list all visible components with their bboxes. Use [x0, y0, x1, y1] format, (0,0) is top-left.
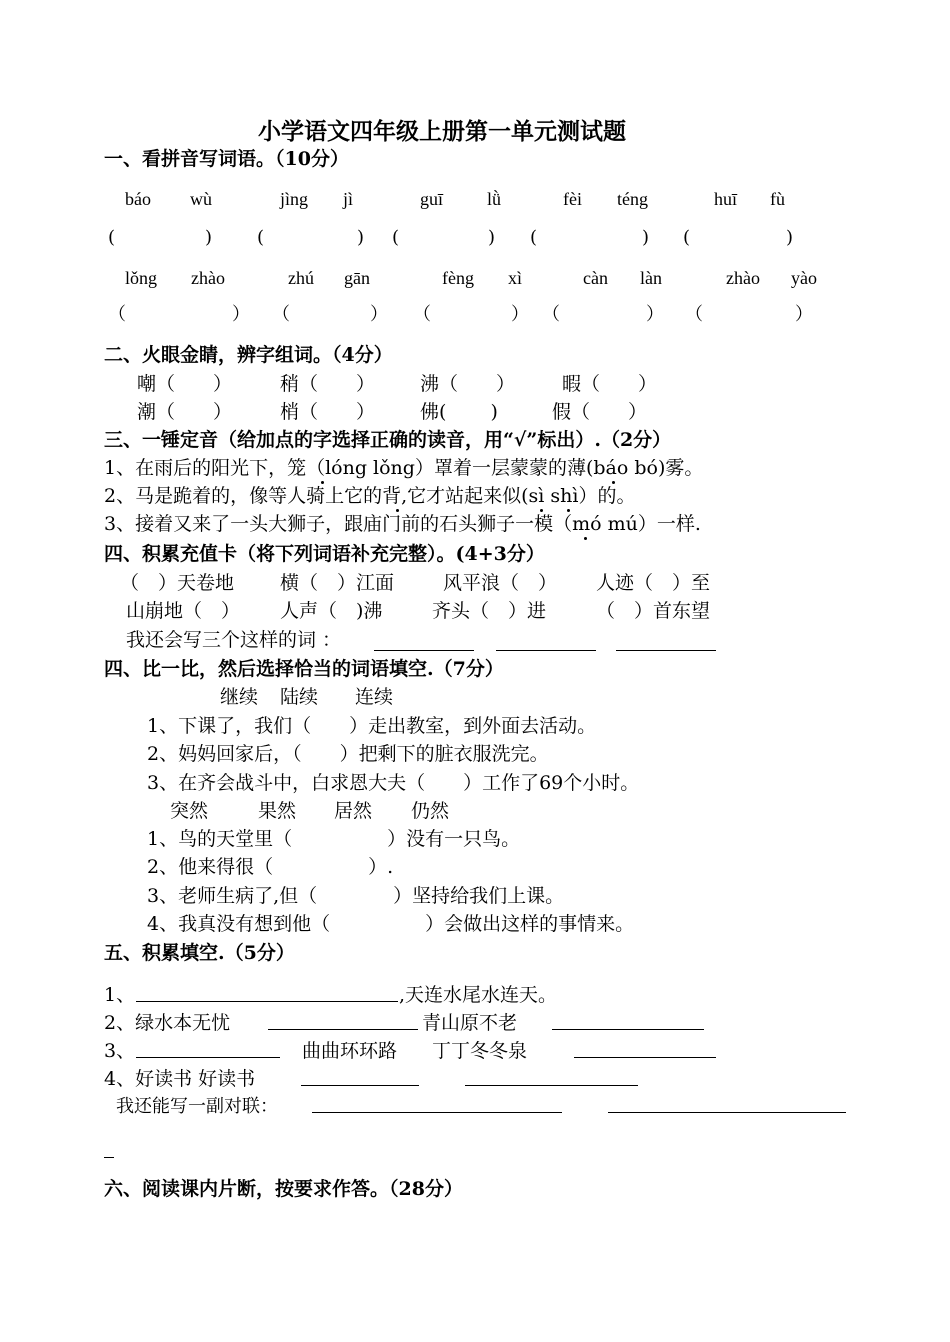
pinyin: báo: [125, 189, 151, 209]
pinyin: lǒng: [125, 268, 158, 288]
answer-line[interactable]: [268, 1011, 418, 1030]
idiom-item: （ ）天卷地: [120, 572, 235, 594]
answer-line[interactable]: [552, 1011, 704, 1030]
pinyin: làn: [640, 268, 662, 288]
pinyin: guī: [420, 189, 444, 209]
couplet-prompt: 我还能写一副对联：: [116, 1096, 278, 1117]
emphasis-dot: [584, 537, 587, 540]
idiom-item: 山崩地（ ）: [126, 600, 241, 622]
answer-paren-close: ): [642, 227, 650, 248]
section-2-heading: 二、火眼金睛，辨字组词。（4分）: [104, 344, 393, 366]
word-item: 沸（ ）: [420, 373, 516, 395]
answer-paren-open: (: [530, 227, 538, 248]
idiom-item: 风平浪（ ）: [443, 572, 558, 594]
question-line: 1、在雨后的阳光下，笼（lóng lǒng）罩着一层蒙蒙的薄(báo bó)雾。: [104, 457, 704, 479]
word-item: 潮（ ）: [137, 401, 233, 423]
answer-line[interactable]: [374, 632, 474, 651]
question-line: 2、妈妈回家后，（ ）把剩下的脏衣服洗完。: [147, 743, 549, 765]
answer-paren-open: （: [272, 304, 290, 325]
fill-line-text: 2、绿水本无忧: [104, 1012, 231, 1034]
idiom-item: 人声（ )沸: [280, 600, 383, 622]
word-item: 梢（ ）: [280, 401, 376, 423]
fill-line-text: 曲曲环环路: [302, 1040, 398, 1062]
section-4b-heading: 四、比一比，然后选择恰当的词语填空.（7分）: [104, 658, 504, 680]
fill-line-text: 4、好读书 好读书: [104, 1068, 256, 1090]
answer-line[interactable]: [608, 1095, 846, 1113]
section-5-heading: 五、积累填空.（5分）: [104, 942, 295, 964]
word-bank-item: 果然: [258, 800, 297, 822]
fill-line-number: 3、: [104, 1040, 136, 1062]
answer-line[interactable]: [574, 1039, 716, 1058]
word-item: 暇（ ）: [562, 373, 658, 395]
question-line: 3、在齐会战斗中，白求恩大夫（ ）工作了69个小时。: [147, 772, 640, 794]
question-line: 1、鸟的天堂里（ ）没有一只鸟。: [147, 828, 521, 850]
emphasis-dot: [540, 509, 543, 512]
answer-paren-open: （: [685, 304, 703, 325]
word-bank-item: 连续: [355, 686, 394, 708]
pinyin: fù: [770, 189, 785, 209]
answer-paren-close: ): [357, 227, 365, 248]
answer-paren-close: ): [488, 227, 496, 248]
answer-line[interactable]: [104, 1140, 114, 1158]
pinyin: zhào: [191, 268, 225, 288]
question-line: 2、他来得很（ ）.: [147, 856, 394, 878]
fill-line-text: ,天连水尾水连天。: [399, 984, 558, 1006]
word-bank-item: 仍然: [411, 800, 450, 822]
fill-line-text: 青山原不老: [422, 1012, 518, 1034]
pinyin: wù: [190, 189, 212, 209]
pinyin: lǜ: [487, 189, 502, 209]
answer-paren-close: ): [786, 227, 794, 248]
pinyin: zhào: [726, 268, 760, 288]
write-more-prompt: 我还会写三个这样的词 ：: [126, 629, 342, 651]
answer-line[interactable]: [301, 1067, 419, 1086]
answer-paren-open: (: [108, 227, 116, 248]
pinyin: fèi: [563, 189, 582, 209]
question-line: 3、老师生病了,但（ ）坚持给我们上课。: [147, 885, 565, 907]
pinyin: yào: [791, 268, 817, 288]
fill-line-number: 1、: [104, 984, 136, 1006]
answer-paren-close: ): [205, 227, 213, 248]
answer-paren-open: （: [542, 304, 560, 325]
answer-paren-open: (: [257, 227, 265, 248]
answer-paren-close: ）: [511, 304, 529, 325]
word-bank-item: 陆续: [280, 686, 319, 708]
answer-line[interactable]: [496, 632, 596, 651]
section-1-heading: 一、看拼音写词语。（10分）: [104, 148, 349, 170]
pinyin: càn: [583, 268, 608, 288]
answer-paren-close: ）: [232, 304, 250, 325]
answer-paren-close: ）: [795, 304, 813, 325]
section-4a-heading: 四、积累充值卡（将下列词语补充完整）。(4+3分）: [104, 543, 545, 565]
pinyin: huī: [714, 189, 738, 209]
answer-line[interactable]: [465, 1067, 638, 1086]
idiom-item: （ ）首东望: [596, 600, 711, 622]
answer-paren-open: (: [392, 227, 400, 248]
section-6-heading: 六、阅读课内片断，按要求作答。（28分）: [104, 1178, 463, 1200]
page-title: 小学语文四年级上册第一单元测试题: [258, 118, 626, 145]
question-line: 3、接着又来了一头大狮子，跟庙门前的石头狮子一模（mó mú）一样.: [104, 513, 701, 535]
idiom-item: 横（ ）江面: [280, 572, 395, 594]
answer-line[interactable]: [136, 983, 398, 1002]
answer-paren-close: ）: [646, 304, 664, 325]
question-line: 1、下课了，我们（ ）走出教室，到外面去活动。: [147, 715, 597, 737]
word-item: 佛( ): [420, 401, 498, 423]
section-3-heading: 三、一锤定音（给加点的字选择正确的读音，用“√”标出）.（2分）: [104, 429, 672, 451]
pinyin: téng: [617, 189, 648, 209]
emphasis-dot: [396, 509, 399, 512]
word-item: 假（ ）: [552, 401, 648, 423]
pinyin: xì: [508, 268, 523, 288]
emphasis-dot: [567, 509, 570, 512]
question-line: 4、我真没有想到他（ ）会做出这样的事情来。: [147, 913, 635, 935]
answer-line[interactable]: [312, 1095, 562, 1113]
pinyin: jì: [343, 189, 354, 209]
emphasis-dot: [612, 481, 615, 484]
answer-paren-close: ）: [370, 304, 388, 325]
question-line: 2、马是跪着的，像等人骑上它的背,它才站起来似(sì shì）的。: [104, 485, 636, 507]
word-item: 稍（ ）: [280, 373, 376, 395]
pinyin: gān: [344, 268, 370, 288]
answer-paren-open: （: [108, 304, 126, 325]
word-item: 嘲（ ）: [137, 373, 233, 395]
emphasis-dot: [321, 481, 324, 484]
answer-line[interactable]: [616, 632, 716, 651]
answer-line[interactable]: [136, 1039, 280, 1058]
word-bank-item: 居然: [334, 800, 373, 822]
word-bank-item: 继续: [220, 686, 259, 708]
pinyin: jìng: [280, 189, 309, 209]
pinyin: fèng: [442, 268, 474, 288]
fill-line-text: 丁丁冬冬泉: [432, 1040, 528, 1062]
word-bank-item: 突然: [170, 800, 209, 822]
idiom-item: 人迹（ ）至: [596, 572, 711, 594]
pinyin: zhú: [288, 268, 314, 288]
answer-paren-open: (: [683, 227, 691, 248]
answer-paren-open: （: [413, 304, 431, 325]
idiom-item: 齐头（ ）进: [432, 600, 547, 622]
